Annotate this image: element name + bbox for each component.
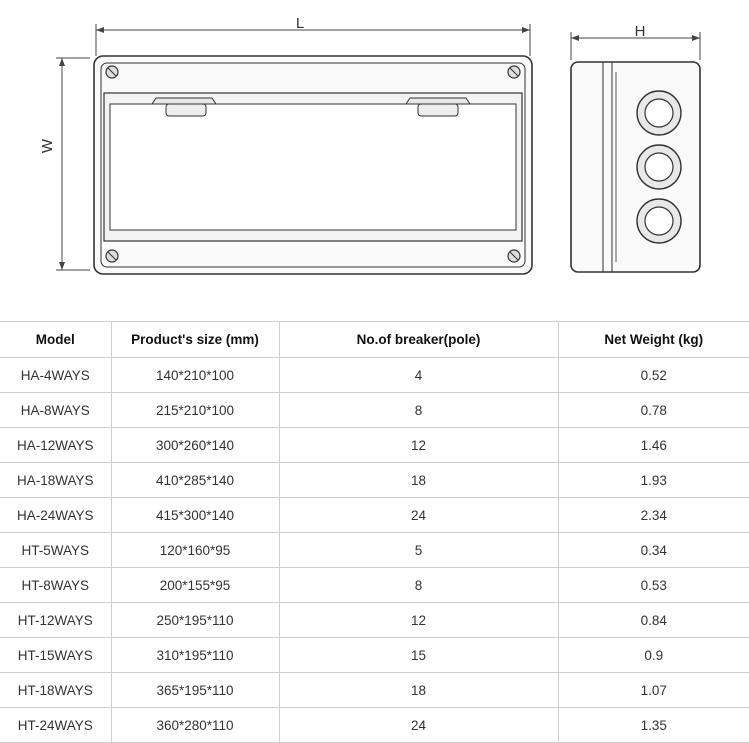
cell-model: HT-18WAYS bbox=[0, 673, 111, 708]
cell-size: 120*160*95 bbox=[111, 533, 279, 568]
width-label: W bbox=[39, 138, 56, 154]
enclosure-drawing bbox=[0, 0, 749, 322]
cell-size: 365*195*110 bbox=[111, 673, 279, 708]
table-header-row bbox=[0, 322, 749, 358]
table-row bbox=[0, 498, 749, 533]
table-row bbox=[0, 463, 749, 498]
cell-model: HT-15WAYS bbox=[0, 638, 111, 673]
cell-model: HT-24WAYS bbox=[0, 708, 111, 743]
header-model: Model bbox=[0, 322, 111, 358]
cell-breaker: 4 bbox=[279, 358, 558, 393]
cell-size: 300*260*140 bbox=[111, 428, 279, 463]
cell-breaker: 12 bbox=[279, 428, 558, 463]
cell-breaker: 8 bbox=[279, 393, 558, 428]
cell-model: HA-4WAYS bbox=[0, 358, 111, 393]
cell-size: 360*280*110 bbox=[111, 708, 279, 743]
cell-size: 310*195*110 bbox=[111, 638, 279, 673]
cell-model: HT-5WAYS bbox=[0, 533, 111, 568]
table-row bbox=[0, 603, 749, 638]
side-view bbox=[571, 62, 700, 272]
cell-weight: 1.07 bbox=[558, 673, 749, 708]
cell-weight: 0.84 bbox=[558, 603, 749, 638]
cell-size: 215*210*100 bbox=[111, 393, 279, 428]
spec-table bbox=[0, 321, 749, 743]
table-row bbox=[0, 568, 749, 603]
cell-model: HA-24WAYS bbox=[0, 498, 111, 533]
cell-size: 410*285*140 bbox=[111, 463, 279, 498]
cell-weight: 1.35 bbox=[558, 708, 749, 743]
cell-breaker: 12 bbox=[279, 603, 558, 638]
cell-breaker: 24 bbox=[279, 498, 558, 533]
table-row bbox=[0, 638, 749, 673]
cell-breaker: 8 bbox=[279, 568, 558, 603]
cell-breaker: 5 bbox=[279, 533, 558, 568]
cell-weight: 0.34 bbox=[558, 533, 749, 568]
table-row bbox=[0, 393, 749, 428]
cell-breaker: 15 bbox=[279, 638, 558, 673]
height-label: H bbox=[634, 23, 646, 40]
cell-weight: 2.34 bbox=[558, 498, 749, 533]
cell-size: 415*300*140 bbox=[111, 498, 279, 533]
header-size: Product's size (mm) bbox=[111, 322, 279, 358]
table-row bbox=[0, 358, 749, 393]
length-label: L bbox=[295, 15, 305, 32]
dimension-diagram bbox=[0, 0, 749, 322]
table-row bbox=[0, 533, 749, 568]
header-breaker: No.of breaker(pole) bbox=[279, 322, 558, 358]
cell-size: 140*210*100 bbox=[111, 358, 279, 393]
cell-weight: 1.46 bbox=[558, 428, 749, 463]
cell-weight: 1.93 bbox=[558, 463, 749, 498]
cell-model: HA-12WAYS bbox=[0, 428, 111, 463]
table-row bbox=[0, 428, 749, 463]
header-weight: Net Weight (kg) bbox=[558, 322, 749, 358]
cell-model: HT-8WAYS bbox=[0, 568, 111, 603]
cell-breaker: 24 bbox=[279, 708, 558, 743]
cell-size: 200*155*95 bbox=[111, 568, 279, 603]
cell-weight: 0.52 bbox=[558, 358, 749, 393]
cell-weight: 0.9 bbox=[558, 638, 749, 673]
cell-model: HT-12WAYS bbox=[0, 603, 111, 638]
cell-breaker: 18 bbox=[279, 673, 558, 708]
cell-model: HA-18WAYS bbox=[0, 463, 111, 498]
front-view bbox=[94, 56, 532, 274]
table-row bbox=[0, 673, 749, 708]
cell-weight: 0.78 bbox=[558, 393, 749, 428]
cell-breaker: 18 bbox=[279, 463, 558, 498]
cell-size: 250*195*110 bbox=[111, 603, 279, 638]
cell-weight: 0.53 bbox=[558, 568, 749, 603]
cell-model: HA-8WAYS bbox=[0, 393, 111, 428]
table-row bbox=[0, 708, 749, 743]
